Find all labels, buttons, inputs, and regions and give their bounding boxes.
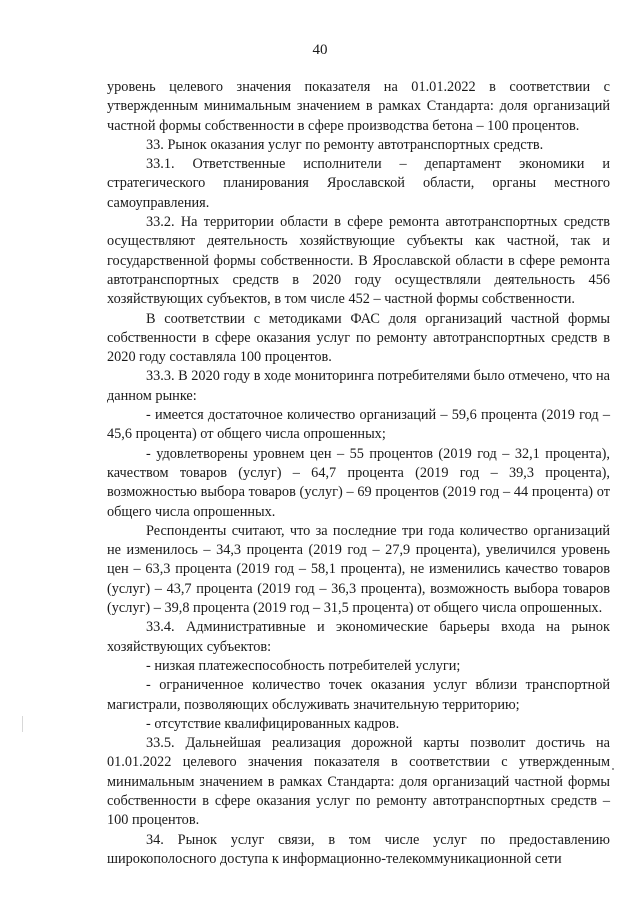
scan-speck bbox=[612, 768, 614, 770]
paragraph-respondents: Респонденты считают, что за последние три года количество организаций не изменилось – 34,3 процента (2019 год – 27,9 процента), увеличился уровень цен – 63,3 процента (2019 год – 58,1 процента), не изменились качество товаров (услуг) – 43,7 процента (2019 год – 36,3 процента), возможность выбора товаров (услуг) – 39,8 процента (2019 год – 31,5 процента) от общего числа опрошенных. bbox=[107, 522, 610, 617]
paragraph-33-2: 33.2. На территории области в сфере ремонта автотранспортных средств осуществляют деятельность хозяйствующие субъекты как частной, так и государственной формы собственности. В Ярославской области в сфере ремонта автотранспортных средств в 2020 году осуществляли деятельность 456 хозяйствующих субъектов, в том числе 452 – частной формы собственности. bbox=[107, 214, 610, 308]
list-item-barrier-service-points: - ограниченное количество точек оказания услуг вблизи транспортной магистрали, позволяющих обслуживать значительную территорию; bbox=[107, 677, 610, 713]
list-item-satisfaction: - удовлетворены уровнем цен – 55 процентов (2019 год – 32,1 процента), качеством товаров (услуг) – 64,7 процента (2019 год – 39,3 процента), возможностью выбора товаров (услуг) – 69 процентов (2019 год – 44 процента) от общего числа опрошенных. bbox=[107, 445, 610, 520]
paragraph-33-5: 33.5. Дальнейшая реализация дорожной карты позволит достичь на 01.01.2022 целевого значения показателя в соответствии с утвержденным минимальным значением в рамках Стандарта: доля организаций частной формы собственности в сфере оказания услуг по ремонту автотранспортных средств – 100 процентов. bbox=[107, 735, 610, 829]
paragraph-33-1: 33.1. Ответственные исполнители – департамент экономики и стратегического планирования Ярославской области, органы местного самоуправления. bbox=[107, 156, 610, 211]
paragraph-fas-share: В соответствии с методиками ФАС доля организаций частной формы собственности в сфере оказания услуг по ремонту автотранспортных средств в 2020 году составляла 100 процентов. bbox=[107, 310, 610, 366]
page-number: 40 bbox=[312, 42, 328, 58]
list-item-barrier-staff: - отсутствие квалифицированных кадров. bbox=[146, 715, 400, 732]
document-body bbox=[107, 78, 610, 869]
paragraph-33-4: 33.4. Административные и экономические барьеры входа на рынок хозяйствующих субъектов: bbox=[107, 619, 610, 655]
list-item-barrier-solvency: - низкая платежеспособность потребителей услуги; bbox=[146, 657, 461, 674]
paragraph-33-3: 33.3. В 2020 году в ходе мониторинга потребителями было отмечено, что на данном рынке: bbox=[107, 368, 610, 404]
scan-margin-mark bbox=[22, 716, 23, 732]
section-heading-33: 33. Рынок оказания услуг по ремонту автотранспортных средств. bbox=[146, 136, 544, 153]
list-item-organizations: - имеется достаточное количество организаций – 59,6 процента (2019 год – 45,6 процента) от общего числа опрошенных; bbox=[107, 407, 610, 443]
paragraph-intro-continuation: уровень целевого значения показателя на 01.01.2022 в соответствии с утвержденным минимальным значением в рамках Стандарта: доля организаций частной формы собственности в сфере производства бетона – 100 процентов. bbox=[107, 79, 610, 134]
section-heading-34: 34. Рынок услуг связи, в том числе услуг по предоставлению широкополосного доступа к информационно-телекоммуникационной сети bbox=[107, 831, 610, 867]
